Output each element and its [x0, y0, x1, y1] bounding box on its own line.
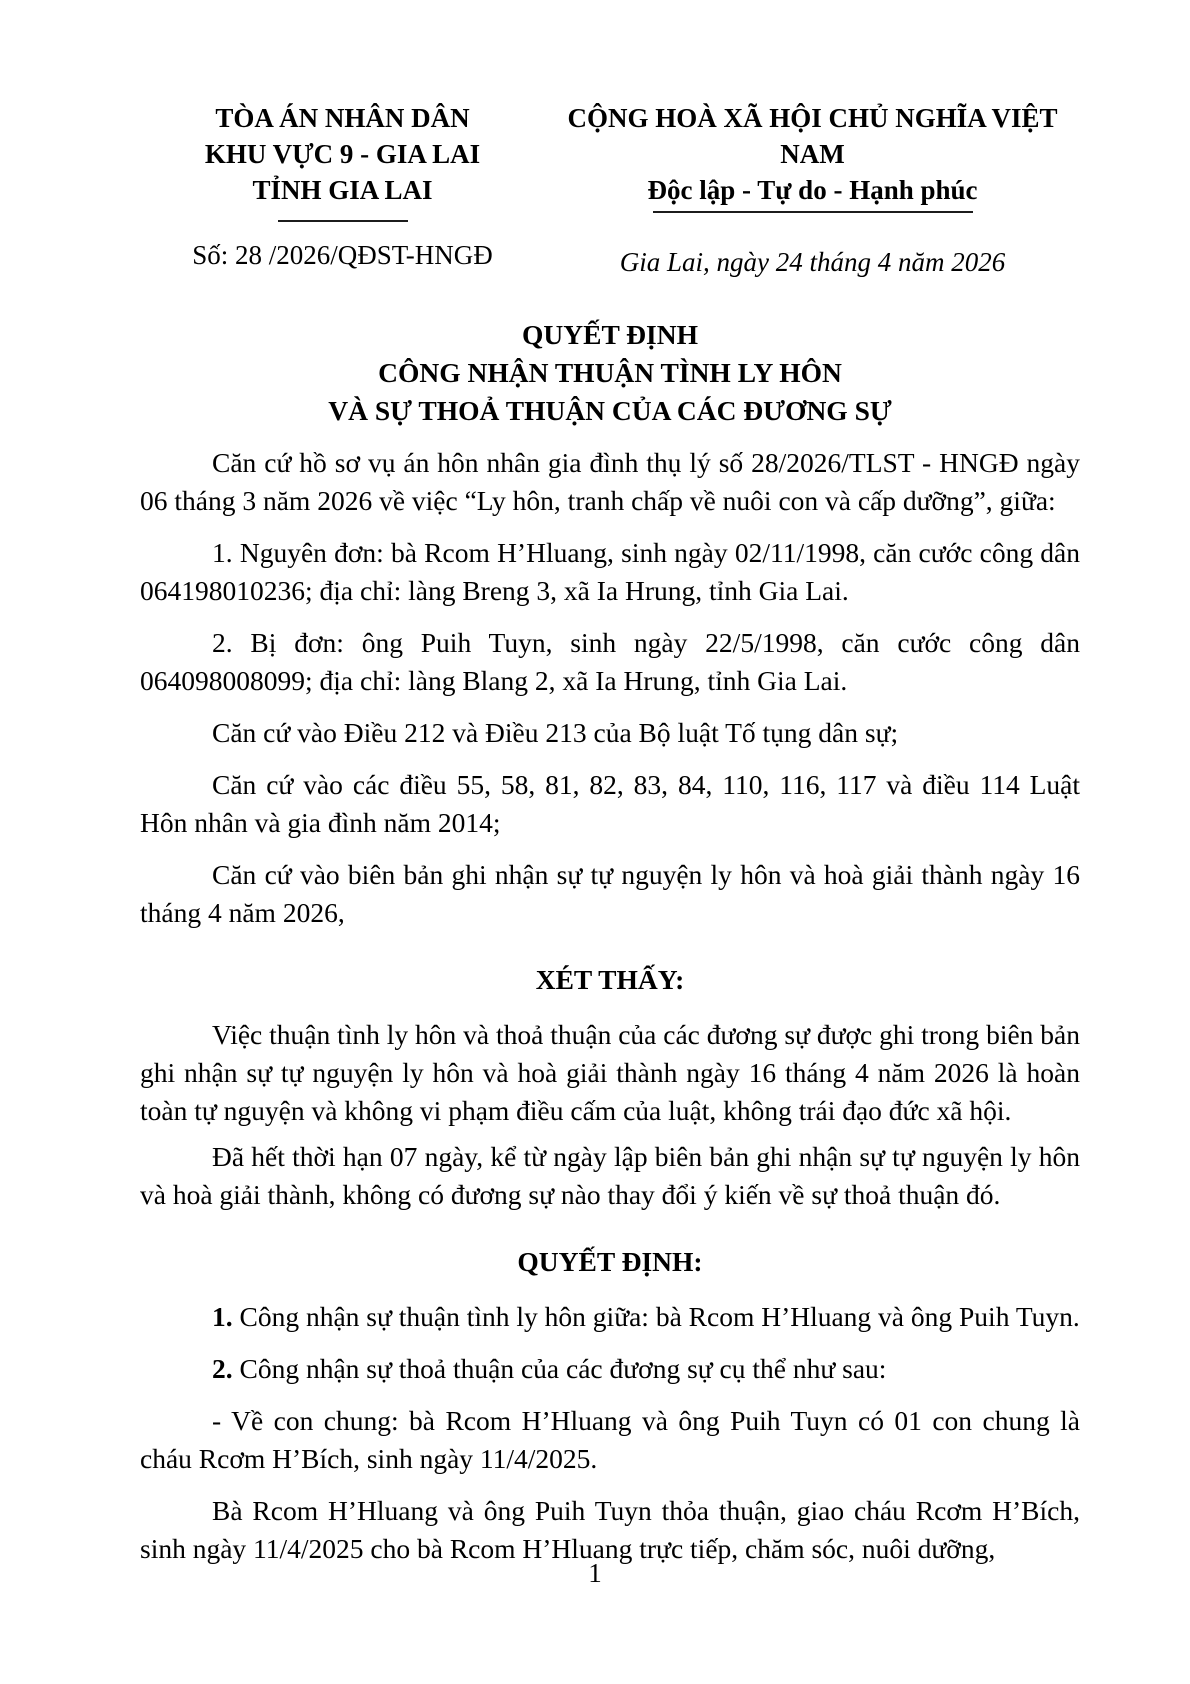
decision-item-1-number: 1. — [212, 1301, 233, 1332]
decision-title — [140, 316, 1080, 430]
document-number: Số: 28 /2026/QĐST-HNGĐ — [192, 240, 493, 270]
national-block — [545, 100, 1080, 278]
preamble-case-reference: Căn cứ hồ sơ vụ án hôn nhân gia đình thụ lý số 28/2026/TLST - HNGĐ ngày 06 tháng 3 năm 2026 về việc “Ly hôn, tranh chấp về nuôi con và cấp dưỡng”, giữa: — [140, 447, 1080, 516]
title-line2: CÔNG NHẬN THUẬN TÌNH LY HÔN — [378, 357, 842, 388]
motto-divider-line — [653, 211, 973, 213]
consider-heading: XÉT THẤY: — [535, 964, 685, 995]
place-date-line: Gia Lai, ngày 24 tháng 4 năm 2026 — [619, 247, 1006, 277]
court-name-line1: TÒA ÁN NHÂN DÂN — [215, 103, 470, 133]
document-body — [140, 444, 1080, 1568]
page-number: 1 — [588, 1558, 602, 1588]
consider-paragraph-2: Đã hết thời hạn 07 ngày, kể từ ngày lập biên bản ghi nhận sự tự nguyện ly hôn và hoà giải thành, không có đương sự nào thay đổi ý kiến về sự thoả thuận đó. — [140, 1141, 1080, 1210]
consider-paragraph-1: Việc thuận tình ly hôn và thoả thuận của các đương sự được ghi trong biên bản ghi nhận sự tự nguyện ly hôn và hoà giải thành ngày 16 tháng 4 năm 2026 là hoàn toàn tự nguyện và không vi phạm điều cấm của luật, không trái đạo đức xã hội. — [140, 1019, 1080, 1126]
national-motto: Độc lập - Tự do - Hạnh phúc — [647, 175, 978, 205]
court-name-line3: TỈNH GIA LAI — [252, 175, 433, 205]
title-line3: VÀ SỰ THOẢ THUẬN CỦA CÁC ĐƯƠNG SỰ — [328, 395, 892, 426]
defendant-paragraph: 2. Bị đơn: ông Puih Tuyn, sinh ngày 22/5/1998, căn cước công dân 064098008099; địa chỉ: làng Blang 2, xã Ia Hrung, tỉnh Gia Lai. — [140, 627, 1080, 696]
decision-custody-clause: Bà Rcom H’Hluang và ông Puih Tuyn thỏa thuận, giao cháu Rcơm H’Bích, sinh ngày 11/4/2025 cho bà Rcom H’Hluang trực tiếp, chăm sóc, nuôi dưỡng, — [140, 1495, 1080, 1564]
court-divider-line — [278, 220, 408, 222]
decision-heading: QUYẾT ĐỊNH: — [517, 1246, 703, 1277]
legal-basis-civil-procedure: Căn cứ vào Điều 212 và Điều 213 của Bộ luật Tố tụng dân sự; — [212, 717, 899, 748]
plaintiff-paragraph: 1. Nguyên đơn: bà Rcom H’Hluang, sinh ngày 02/11/1998, căn cước công dân 064198010236; địa chỉ: làng Breng 3, xã Ia Hrung, tỉnh Gia Lai. — [140, 537, 1080, 606]
decision-item-2 — [140, 1350, 1080, 1388]
decision-item-2-number: 2. — [212, 1353, 233, 1384]
legal-basis-mediation-record: Căn cứ vào biên bản ghi nhận sự tự nguyện ly hôn và hoà giải thành ngày 16 tháng 4 năm 2026, — [140, 859, 1080, 928]
decision-item-1-text: Công nhận sự thuận tình ly hôn giữa: bà Rcom H’Hluang và ông Puih Tuyn. — [232, 1301, 1080, 1332]
decision-item-1 — [140, 1298, 1080, 1336]
decision-children-clause: - Về con chung: bà Rcom H’Hluang và ông Puih Tuyn có 01 con chung là cháu Rcơm H’Bích, sinh ngày 11/4/2025. — [140, 1405, 1080, 1474]
court-block — [140, 100, 545, 278]
decision-item-2-text: Công nhận sự thoả thuận của các đương sự cụ thể như sau: — [232, 1353, 887, 1384]
document-header — [140, 100, 1080, 278]
title-line1: QUYẾT ĐỊNH — [522, 319, 698, 350]
legal-basis-marriage-law: Căn cứ vào các điều 55, 58, 81, 82, 83, 84, 110, 116, 117 và điều 114 Luật Hôn nhân và gia đình năm 2014; — [140, 769, 1080, 838]
national-title: CỘNG HOÀ XÃ HỘI CHỦ NGHĨA VIỆT NAM — [567, 103, 1058, 169]
court-name-line2: KHU VỰC 9 - GIA LAI — [204, 139, 481, 169]
consider-section — [140, 1016, 1080, 1214]
